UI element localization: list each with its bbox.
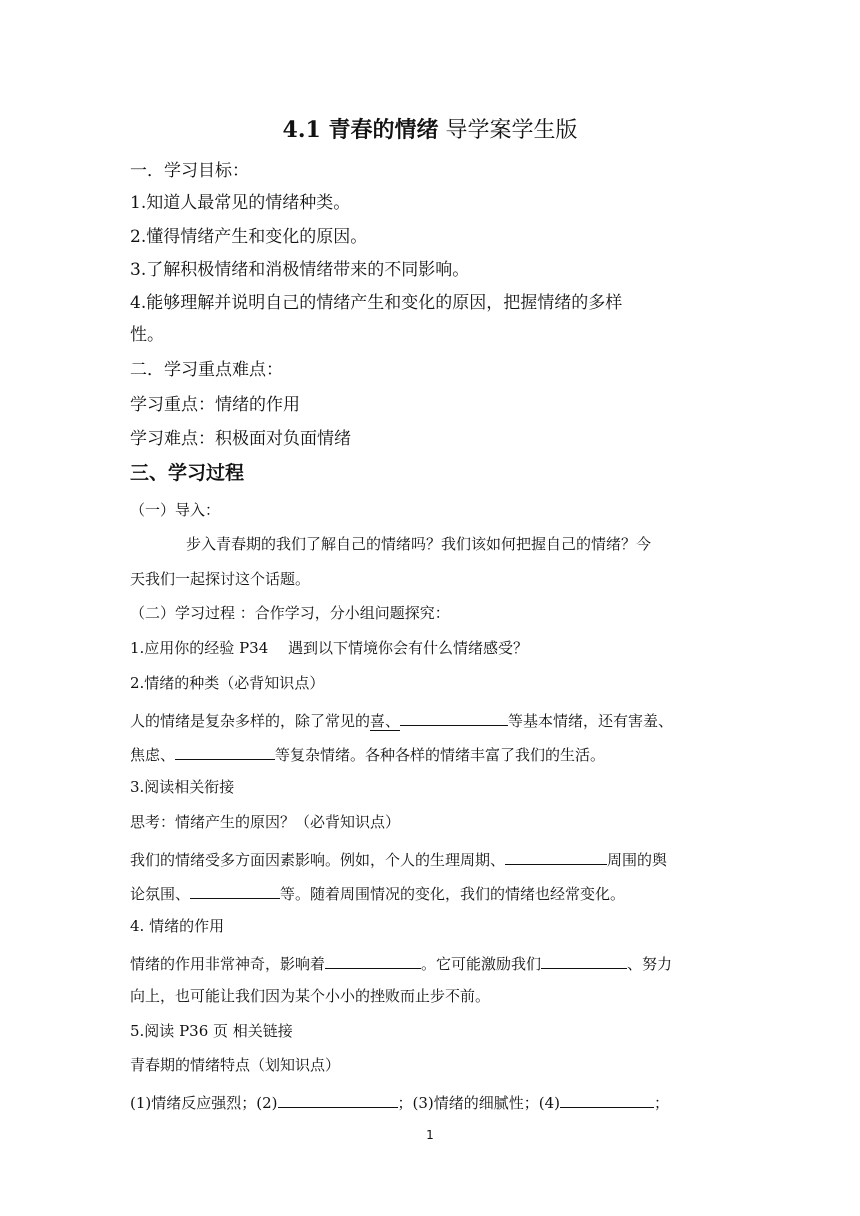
- emotion-causes-text-a: 我们的情绪受多方面因素影响。例如，个人的生理周期、: [130, 851, 506, 869]
- emotion-effect-line1: [130, 950, 672, 975]
- objective-4: 4.能够理解并说明自己的情绪产生和变化的原因，把握情绪的多样: [130, 293, 623, 313]
- page-number: 1: [426, 1128, 434, 1142]
- question-5-sub: 青春期的情绪特点（划知识点）: [130, 1056, 341, 1074]
- fill-blank[interactable]: [505, 846, 607, 865]
- emotion-causes-text-d: 等。随着周围情况的变化，我们的情绪也经常变化。: [280, 885, 626, 903]
- emotion-types-line1: [130, 707, 673, 732]
- fill-blank[interactable]: [190, 880, 280, 899]
- fill-blank[interactable]: [278, 1089, 398, 1108]
- fill-blank[interactable]: [175, 741, 275, 760]
- emotion-types-text-e: 等复杂情绪。各种各样的情绪丰富了我们的生活。: [275, 746, 606, 764]
- traits-text-a: (1)情绪反应强烈；(2): [130, 1094, 278, 1112]
- emotion-effect-text-b: 。它可能激励我们: [421, 955, 542, 973]
- question-3-heading: 3.阅读相关衔接: [130, 778, 235, 796]
- adolescent-emotion-traits: [130, 1089, 669, 1114]
- objective-3: 3.了解积极情绪和消极情绪带来的不同影响。: [130, 260, 470, 280]
- traits-text-c: ；: [654, 1094, 670, 1112]
- question-2-heading: 2.情绪的种类（必背知识点）: [130, 674, 325, 692]
- section3-heading: 三、学习过程: [130, 462, 245, 484]
- question-3-think: 思考：情绪产生的原因？（必背知识点）: [130, 813, 401, 831]
- emotion-types-text-c: 等基本情绪，还有害羞、: [508, 712, 674, 730]
- fill-blank[interactable]: [541, 950, 627, 969]
- key-point: 学习重点：情绪的作用: [130, 395, 300, 415]
- objective-1: 1.知道人最常见的情绪种类。: [130, 193, 351, 213]
- section2-heading: 二．学习重点难点：: [130, 360, 283, 380]
- emotion-effect-text-c: 、努力: [627, 955, 673, 973]
- emotion-types-text-b: 喜、: [370, 712, 401, 730]
- intro-paragraph-line1: 步入青春期的我们了解自己的情绪吗？我们该如何把握自己的情绪？今: [186, 535, 652, 553]
- objective-2: 2.懂得情绪产生和变化的原因。: [130, 227, 368, 247]
- emotion-causes-line1: [130, 846, 667, 871]
- emotion-types-text-d: 焦虑、: [130, 746, 176, 764]
- question-5-heading: 5.阅读 P36 页 相关链接: [130, 1022, 293, 1040]
- emotion-effect-line2: 向上，也可能让我们因为某个小小的挫败而止步不前。: [130, 987, 491, 1005]
- section1-heading: 一．学习目标：: [130, 161, 249, 181]
- emotion-causes-line2: [130, 880, 625, 905]
- emotion-effect-text-a: 情绪的作用非常神奇，影响着: [130, 955, 326, 973]
- traits-text-b: ；(3)情绪的细腻性；(4): [397, 1094, 560, 1112]
- process-heading: （二）学习过程 ：合作学习，分小组问题探究：: [130, 604, 450, 622]
- fill-blank[interactable]: [400, 707, 508, 726]
- title-main: 4.1 青春的情绪: [282, 117, 439, 143]
- intro-paragraph-line2: 天我们一起探讨这个话题。: [130, 570, 311, 588]
- question-4-heading: 4. 情绪的作用: [130, 917, 225, 935]
- fill-blank[interactable]: [560, 1089, 654, 1108]
- emotion-types-line2: [130, 741, 605, 766]
- intro-heading: （一）导入：: [130, 501, 221, 519]
- objective-4-cont: 性。: [130, 325, 164, 345]
- document-title: [0, 116, 860, 145]
- emotion-causes-text-c: 论氛围、: [130, 885, 191, 903]
- emotion-types-text-a: 人的情绪是复杂多样的，除了常见的: [130, 712, 371, 730]
- title-subtitle: 导学案学生版: [445, 118, 578, 143]
- fill-blank[interactable]: [325, 950, 421, 969]
- emotion-causes-text-b: 周围的舆: [607, 851, 668, 869]
- question-1: 1.应用你的经验 P34 遇到以下情境你会有什么情绪感受？: [130, 639, 529, 657]
- difficult-point: 学习难点：积极面对负面情绪: [130, 429, 351, 449]
